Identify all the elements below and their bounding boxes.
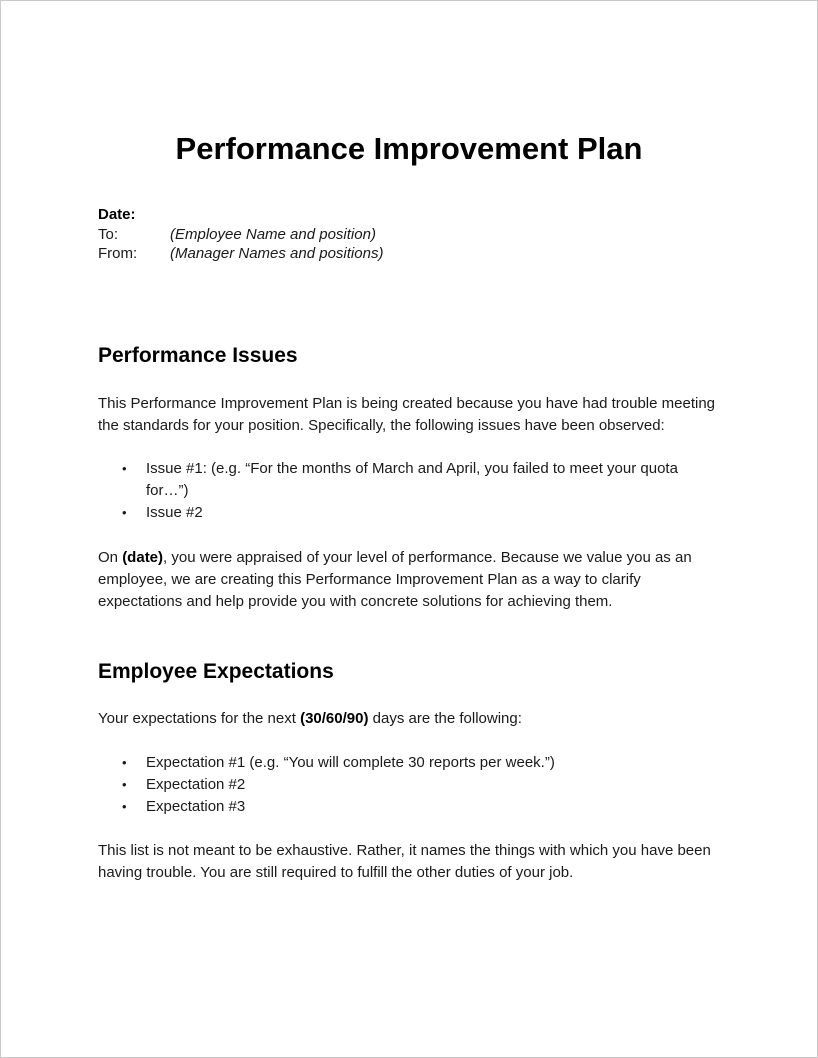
- from-row: [98, 244, 383, 264]
- from-label: From:: [98, 245, 138, 262]
- appraisal-date: (date): [122, 549, 164, 566]
- appraisal-suffix: , you were appraised of your level of performance. Because we value you as an employee, we are creating this Performance Improvement Plan as a way to clarify expectations and help provide you with concrete solutions for achieving them.: [98, 549, 692, 610]
- list-item: [98, 502, 698, 524]
- expectation-text: Expectation #2: [146, 776, 246, 793]
- list-item: [98, 458, 698, 502]
- expectations-intro: [98, 708, 728, 730]
- expectations-intro-prefix: Your expectations for the next: [98, 710, 301, 727]
- bullet-icon: •: [122, 461, 127, 476]
- performance-issues-intro: This Performance Improvement Plan is being created because you have had trouble meeting the standards for your position. Specifically, the following issues have been observed:: [98, 395, 716, 434]
- date-label: Date:: [98, 206, 136, 223]
- bullet-icon: •: [122, 755, 127, 770]
- list-item: [98, 774, 698, 796]
- to-label: To:: [98, 225, 119, 243]
- appraisal-prefix: On: [98, 549, 123, 566]
- performance-issues-heading: Performance Issues: [98, 344, 298, 367]
- to-row: [98, 225, 383, 245]
- from-value: (Manager Names and positions): [170, 245, 384, 262]
- issue-text: Issue #2: [146, 504, 203, 521]
- expectations-intro-suffix: days are the following:: [368, 710, 522, 727]
- issue-text: Issue #1: (e.g. “For the months of March and April, you failed to meet your quota for…”): [146, 460, 678, 499]
- to-value: (Employee Name and position): [170, 225, 376, 243]
- memo-header: [98, 205, 383, 264]
- page-title: Performance Improvement Plan: [175, 131, 643, 166]
- expectations-period: (30/60/90): [300, 710, 369, 727]
- employee-expectations-heading: Employee Expectations: [98, 660, 334, 683]
- appraisal-paragraph: [98, 547, 728, 613]
- closing-paragraph: This list is not meant to be exhaustive. Rather, it names the things with which you have been having trouble. You are still required to fulfill the other duties of your job.: [98, 842, 711, 881]
- bullet-icon: •: [122, 799, 127, 814]
- list-item: [98, 752, 698, 774]
- list-item: [98, 796, 698, 818]
- issues-list: [98, 458, 698, 524]
- expectation-text: Expectation #1 (e.g. “You will complete 30 reports per week.”): [146, 754, 555, 771]
- bullet-icon: •: [122, 505, 127, 520]
- bullet-icon: •: [122, 777, 127, 792]
- expectation-text: Expectation #3: [146, 798, 246, 815]
- expectations-list: [98, 752, 698, 818]
